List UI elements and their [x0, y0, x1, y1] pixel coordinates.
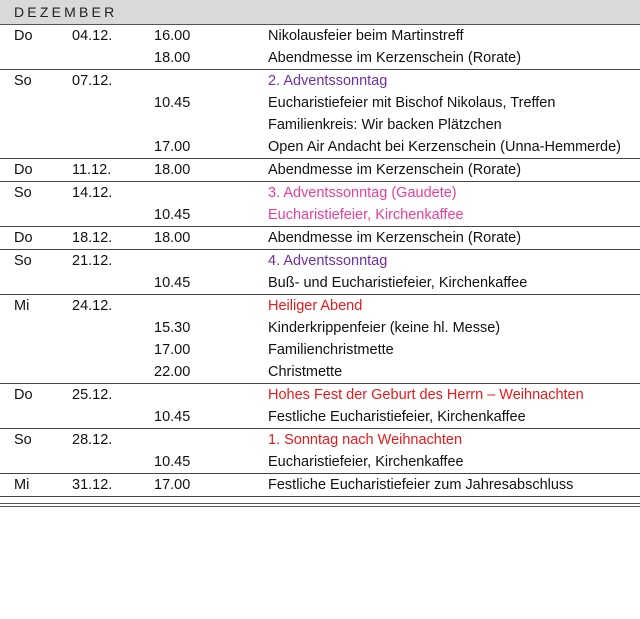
date-cell: 31.12.: [72, 477, 113, 493]
weekday-cell: So: [14, 185, 32, 201]
weekday-cell: So: [14, 253, 32, 269]
table-row: [0, 295, 640, 317]
description-cell: Festliche Eucharistiefeier, Kirchenkaffee: [268, 409, 526, 425]
table-row: [0, 182, 640, 204]
table-row: [0, 70, 640, 92]
table-row: [0, 451, 640, 473]
description-cell: Hohes Fest der Geburt des Herrn – Weihnachten: [268, 387, 584, 403]
weekday-cell: Do: [14, 28, 33, 44]
description-cell: 1. Sonntag nach Weihnachten: [268, 432, 463, 448]
time-cell: 18.00: [154, 162, 191, 178]
event-group: [0, 429, 640, 474]
date-cell: 18.12.: [72, 230, 113, 246]
description-cell: Heiliger Abend: [268, 298, 363, 314]
schedule-body: [0, 25, 640, 497]
table-row: [0, 204, 640, 226]
event-group: [0, 227, 640, 250]
month-title: DEZEMBER: [14, 4, 118, 20]
table-row: [0, 92, 640, 136]
table-row: [0, 272, 640, 294]
description-cell: 2. Adventssonntag: [268, 73, 388, 89]
table-row: [0, 25, 640, 47]
weekday-cell: So: [14, 73, 32, 89]
date-cell: 24.12.: [72, 298, 113, 314]
table-bottom-double-rule: [0, 504, 640, 507]
table-row: [0, 47, 640, 69]
table-row: [0, 250, 640, 272]
time-cell: 10.45: [154, 275, 191, 291]
table-row: [0, 227, 640, 249]
description-cell: Kinderkrippenfeier (keine hl. Messe): [268, 320, 501, 336]
date-cell: 28.12.: [72, 432, 113, 448]
weekday-cell: Do: [14, 387, 33, 403]
time-cell: 17.00: [154, 477, 191, 493]
table-row: [0, 384, 640, 406]
event-group: [0, 159, 640, 182]
description-cell: Eucharistiefeier mit Bischof Nikolaus, Treffen Familienkreis: Wir backen Plätzchen: [268, 95, 556, 133]
description-cell: Nikolausfeier beim Martinstreff: [268, 28, 464, 44]
event-group: [0, 474, 640, 497]
date-cell: 07.12.: [72, 73, 113, 89]
event-group: [0, 295, 640, 384]
table-row: [0, 159, 640, 181]
time-cell: 10.45: [154, 95, 191, 111]
time-cell: 22.00: [154, 364, 191, 380]
event-group: [0, 250, 640, 295]
event-group: [0, 25, 640, 70]
event-group: [0, 182, 640, 227]
event-group: [0, 70, 640, 159]
time-cell: 10.45: [154, 454, 191, 470]
table-row: [0, 429, 640, 451]
event-group: [0, 384, 640, 429]
table-row: [0, 136, 640, 158]
table-row: [0, 339, 640, 361]
time-cell: 15.30: [154, 320, 191, 336]
weekday-cell: Do: [14, 230, 33, 246]
description-cell: Eucharistiefeier, Kirchenkaffee: [268, 454, 464, 470]
description-cell: 3. Adventssonntag (Gaudete): [268, 185, 457, 201]
date-cell: 25.12.: [72, 387, 113, 403]
description-cell: Abendmesse im Kerzenschein (Rorate): [268, 230, 522, 246]
table-row: [0, 406, 640, 428]
table-bottom-rule: [0, 497, 640, 504]
table-row: [0, 317, 640, 339]
weekday-cell: So: [14, 432, 32, 448]
weekday-cell: Mi: [14, 477, 30, 493]
table-row: [0, 474, 640, 496]
description-cell: Christmette: [268, 364, 343, 380]
weekday-cell: Do: [14, 162, 33, 178]
description-cell: Buß- und Eucharistiefeier, Kirchenkaffee: [268, 275, 528, 291]
date-cell: 21.12.: [72, 253, 113, 269]
description-cell: Abendmesse im Kerzenschein (Rorate): [268, 162, 522, 178]
weekday-cell: Mi: [14, 298, 30, 314]
date-cell: 14.12.: [72, 185, 113, 201]
description-cell: Eucharistiefeier, Kirchenkaffee: [268, 207, 464, 223]
time-cell: 18.00: [154, 50, 191, 66]
description-cell: Festliche Eucharistiefeier zum Jahresabschluss: [268, 477, 574, 493]
time-cell: 17.00: [154, 342, 191, 358]
description-cell: Open Air Andacht bei Kerzenschein (Unna-Hemmerde): [268, 139, 622, 155]
time-cell: 18.00: [154, 230, 191, 246]
description-cell: Abendmesse im Kerzenschein (Rorate): [268, 50, 522, 66]
time-cell: 17.00: [154, 139, 191, 155]
date-cell: 04.12.: [72, 28, 113, 44]
date-cell: 11.12.: [72, 162, 112, 178]
description-cell: Familienchristmette: [268, 342, 394, 358]
time-cell: 16.00: [154, 28, 191, 44]
description-cell: 4. Adventssonntag: [268, 253, 388, 269]
time-cell: 10.45: [154, 207, 191, 223]
time-cell: 10.45: [154, 409, 191, 425]
table-row: [0, 361, 640, 383]
month-header: [0, 0, 640, 25]
